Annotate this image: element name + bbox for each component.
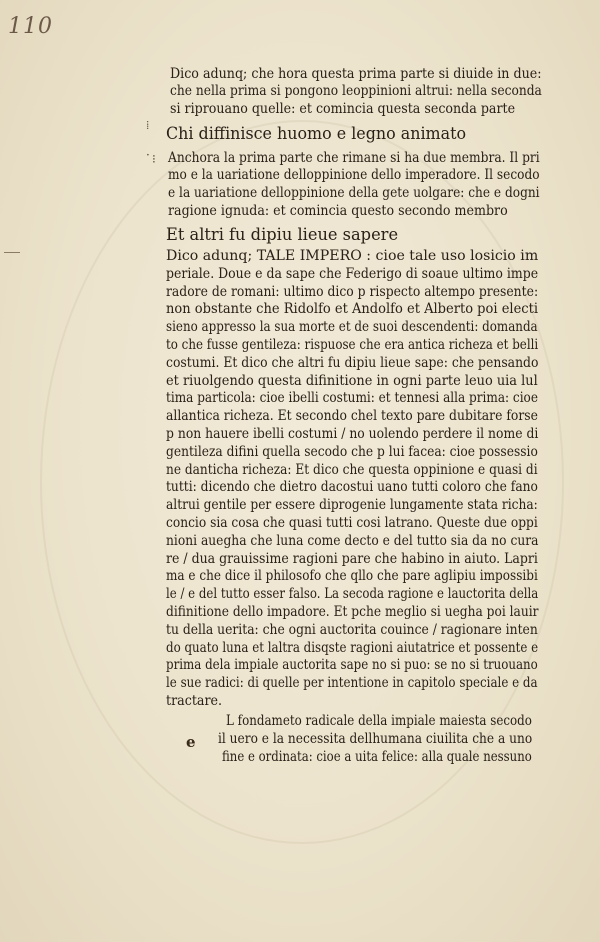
text-line: nioni auegha che luna come decto e del tutto sia da no cura	[166, 532, 539, 549]
text-line: le / e del tutto esser falso. La secoda ragione e lauctorita della	[166, 586, 539, 603]
text-line: to che fusse gentileza: rispuose che era antica richeza et belli	[166, 337, 539, 353]
text-line: si riprouano quelle: et comincia questa seconda parte	[170, 101, 516, 117]
margin-mark: ⁝	[152, 152, 156, 166]
text-line: radore de romani: ultimo dico p rispecto altempo presente:	[166, 283, 539, 300]
text-line: le sue radici: di quelle per intentione in capitolo speciale e da	[166, 675, 538, 692]
text-line: tutti: dicendo che dietro dacostui uano tutti coloro che fano	[166, 479, 538, 496]
text-line: p non hauere ibelli costumi / no uolendo perdere il nome di	[166, 426, 539, 442]
text-line: e la uariatione delloppinione della gete uolgare: che e dogni	[168, 185, 540, 201]
text-line: fine e ordinata: cioe a uita felice: alla quale nessuno	[222, 749, 532, 765]
guide-letter: e	[186, 733, 196, 751]
text-line: gentileza difini quella secodo che p lui facea: cioe possessio	[166, 443, 538, 460]
section-heading: Chi diffinisce huomo e legno animato	[166, 124, 467, 144]
text-line: costumi. Et dico che altri fu dipiu lieue sape: che pensando	[166, 354, 539, 371]
text-line: Anchora la prima parte che rimane si ha due membra. Il pri	[168, 150, 540, 166]
text-line: tima particola: cioe ibelli costumi: et tennesi alla prima: cioe	[166, 390, 538, 407]
text-line: mo e la uariatione delloppinione dello imperadore. Il secodo	[168, 167, 540, 183]
text-line: prima dela impiale auctorita sape no si puo: se no si truouano	[166, 657, 538, 674]
section-heading: Et altri fu dipiu lieue sapere	[166, 225, 399, 245]
text-line: ne danticha richeza: Et dico che questa oppinione e quasi di	[166, 461, 538, 478]
text-line: Dico adunq; TALE IMPERO : cioe tale uso losicio im	[166, 248, 539, 264]
text-line: do quato luna et laltra disqste ragioni aiutatrice et possente e	[166, 639, 539, 656]
text-line: difinitione dello impadore. Et pche meglio si uegha poi lauir	[166, 604, 539, 620]
text-line: sieno appresso la sua morte et de suoi descendenti: domanda	[166, 319, 538, 336]
text-line: concio sia cosa che quasi tutti cosi latrano. Queste due oppi	[166, 515, 538, 531]
text-line: ma e che dice il philosofo che qllo che pare aglipiu impossibi	[166, 568, 538, 585]
text-line: et riuolgendo questa difinitione in ogni parte leuo uia lul	[166, 372, 538, 389]
folio-number: 110	[8, 14, 53, 39]
margin-mark: ⁞	[146, 118, 150, 132]
text-line: tractare.	[166, 693, 223, 709]
text-line: il uero e la necessita dellhumana ciuilita che a uno	[218, 731, 533, 747]
text-line: re / dua grauissime ragioni pare che habino in aiuto. Lapri	[166, 550, 538, 567]
margin-dash	[4, 252, 20, 253]
text-line: periale. Doue e da sape che Federigo di soaue ultimo impe	[166, 265, 539, 282]
text-line: ragione ignuda: et comincia questo secondo membro	[168, 203, 508, 219]
text-line: L fondameto radicale della impiale maiesta secodo	[226, 713, 532, 729]
margin-mark: ·	[146, 148, 150, 162]
text-line: che nella prima si pongono leoppinioni altrui: nella seconda	[170, 83, 542, 99]
text-line: tu della uerita: che ogni auctorita couince / ragionare inten	[166, 621, 538, 638]
text-line: altrui gentile per essere diprogenie lungamente stata richa:	[166, 497, 538, 514]
text-line: allantica richeza. Et secondo chel texto pare dubitare forse	[166, 408, 538, 425]
text-line: non obstante che Ridolfo et Andolfo et Alberto poi electi	[166, 301, 539, 318]
text-line: Dico adunq; che hora questa prima parte si diuide in due:	[170, 66, 542, 82]
